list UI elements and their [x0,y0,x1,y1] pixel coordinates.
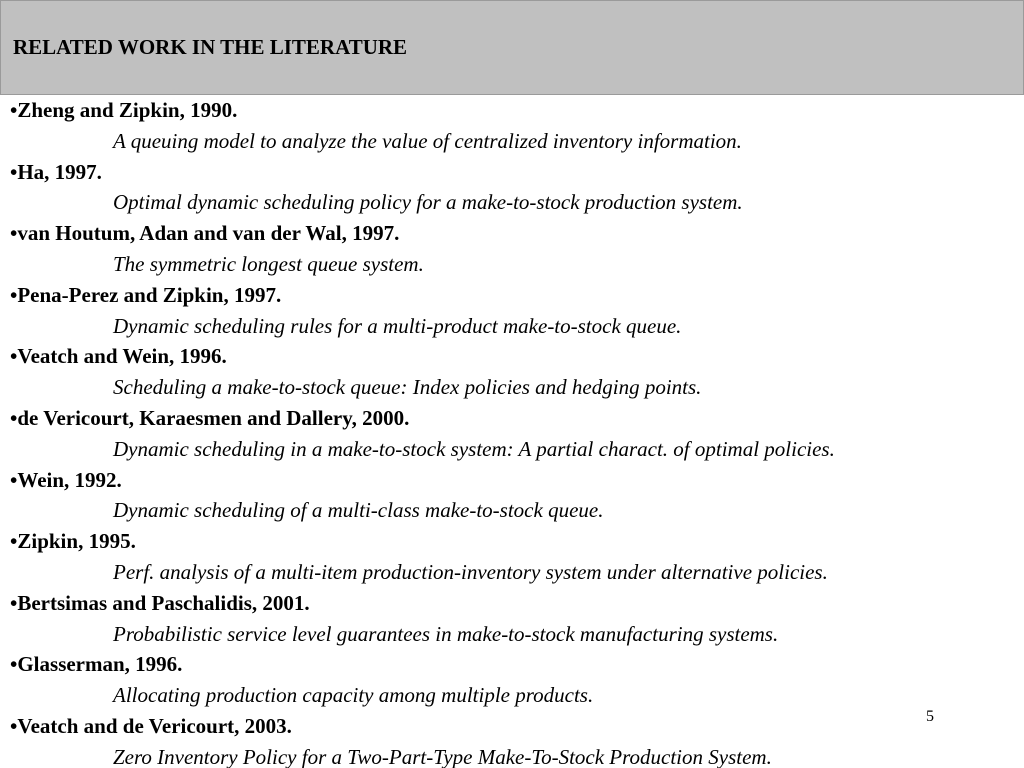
reference-title: Probabilistic service level guarantees in make-to-stock manufacturing systems. [113,621,779,646]
reference-title: The symmetric longest queue system. [113,251,424,276]
reference-title: Allocating production capacity among multiple products. [113,683,594,708]
reference-author: •Bertsimas and Paschalidis, 2001. [10,590,310,615]
page-number: 5 [926,708,934,725]
reference-title: Zero Inventory Policy for a Two-Part-Type Make-To-Stock Production System. [113,744,772,768]
reference-title: A queuing model to analyze the value of centralized inventory information. [113,128,742,153]
reference-author: •Zheng and Zipkin, 1990. [10,98,238,122]
reference-item [10,466,1020,528]
title-bar [0,0,1024,95]
reference-author: •Wein, 1992. [10,467,122,492]
reference-item [10,342,1020,404]
reference-item [10,527,1020,589]
reference-item [10,404,1020,466]
reference-title: Dynamic scheduling of a multi-class make-to-stock queue. [113,498,604,523]
reference-author: •de Vericourt, Karaesmen and Dallery, 2000. [10,405,410,430]
reference-author: •van Houtum, Adan and van der Wal, 1997. [10,221,400,246]
reference-item [10,219,1020,281]
slide-title: RELATED WORK IN THE LITERATURE [13,35,408,59]
reference-title: Perf. analysis of a multi-item production-inventory system under alternative policies. [113,559,828,584]
reference-item [10,281,1020,343]
reference-author: •Veatch and de Vericourt, 2003. [10,713,292,738]
reference-item [10,712,1020,768]
reference-author: •Glasserman, 1996. [10,652,183,677]
reference-item [10,589,1020,651]
reference-title: Scheduling a make-to-stock queue: Index policies and hedging points. [113,375,702,400]
reference-author: •Veatch and Wein, 1996. [10,344,227,369]
reference-item [10,96,1020,158]
reference-list [10,96,1020,768]
reference-title: Dynamic scheduling rules for a multi-product make-to-stock queue. [113,313,682,338]
reference-item [10,650,1020,712]
reference-author: •Pena-Perez and Zipkin, 1997. [10,282,282,307]
reference-item [10,158,1020,220]
reference-title: Optimal dynamic scheduling policy for a make-to-stock production system. [113,190,743,215]
reference-author: •Zipkin, 1995. [10,529,136,554]
reference-title: Dynamic scheduling in a make-to-stock system: A partial charact. of optimal policies. [113,436,835,461]
reference-author: •Ha, 1997. [10,159,102,184]
